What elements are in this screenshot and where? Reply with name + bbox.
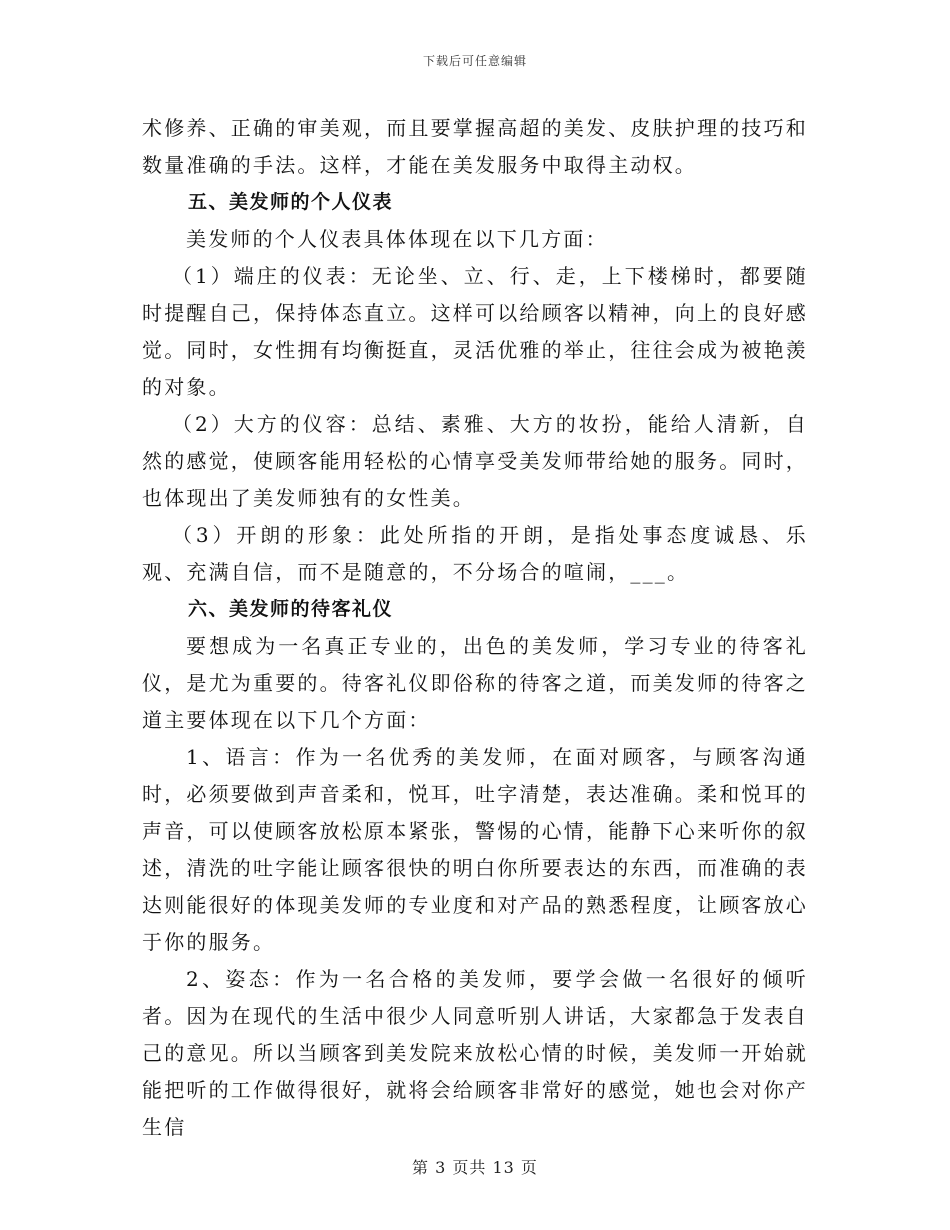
page-header-note: 下载后可任意编辑 (422, 54, 527, 68)
page-number: 第 3 页共 13 页 (412, 1158, 538, 1177)
paragraph-continuation: 术修养、正确的审美观，而且要掌握高超的美发、皮肤护理的技巧和数量准确的手法。这样，才能在美发服务中取得主动权。 (142, 116, 808, 177)
paragraph-intro-etiquette: 要想成为一名真正专业的，出色的美发师，学习专业的待客礼仪，是尤为重要的。待客礼仪即俗称的待客之道，而美发师的待客之道主要体现在以下几个方面： (142, 634, 808, 732)
section-heading-5: 五、美发师的个人仪表 (188, 191, 394, 213)
paragraph-item-2: （2）大方的仪容：总结、素雅、大方的妆扮，能给人清新，自然的感觉，使顾客能用轻松的心情享受美发师带给她的服务。同时，也体现出了美发师独有的女性美。 (142, 412, 808, 510)
paragraph-intro-appearance: 美发师的个人仪表具体体现在以下几方面： (186, 227, 608, 251)
paragraph-language: 1、语言：作为一名优秀的美发师，在面对顾客，与顾客沟通时，必须要做到声音柔和，悦耳，吐字清楚，表达准确。柔和悦耳的声音，可以使顾客放松原本紧张，警惕的心情，能静下心来听你的叙述，清洗的吐字能让顾客很快的明白你所要表达的东西，而准确的表达则能很好的体现美发师的专业度和对产品的熟悉程度，让顾客放心于你的服务。 (142, 745, 808, 954)
document-body (142, 110, 808, 1146)
paragraph-item-1: （1）端庄的仪表：无论坐、立、行、走，上下楼梯时，都要随时提醒自己，保持体态直立。这样可以给顾客以精神，向上的良好感觉。同时，女性拥有均衡挺直，灵活优雅的举止，往往会成为被艳羡的对象。 (142, 264, 808, 399)
paragraph-item-3: （3）开朗的形象：此处所指的开朗，是指处事态度诚恳、乐观、充满自信，而不是随意的，不分场合的喧闹，___。 (142, 523, 808, 584)
section-heading-6: 六、美发师的待客礼仪 (188, 598, 394, 620)
paragraph-posture: 2、姿态：作为一名合格的美发师，要学会做一名很好的倾听者。因为在现代的生活中很少人同意听别人讲话，大家都急于发表自己的意见。所以当顾客到美发院来放松心情的时候，美发师一开始就能把听的工作做得很好，就将会给顾客非常好的感觉，她也会对你产生信 (142, 967, 808, 1139)
